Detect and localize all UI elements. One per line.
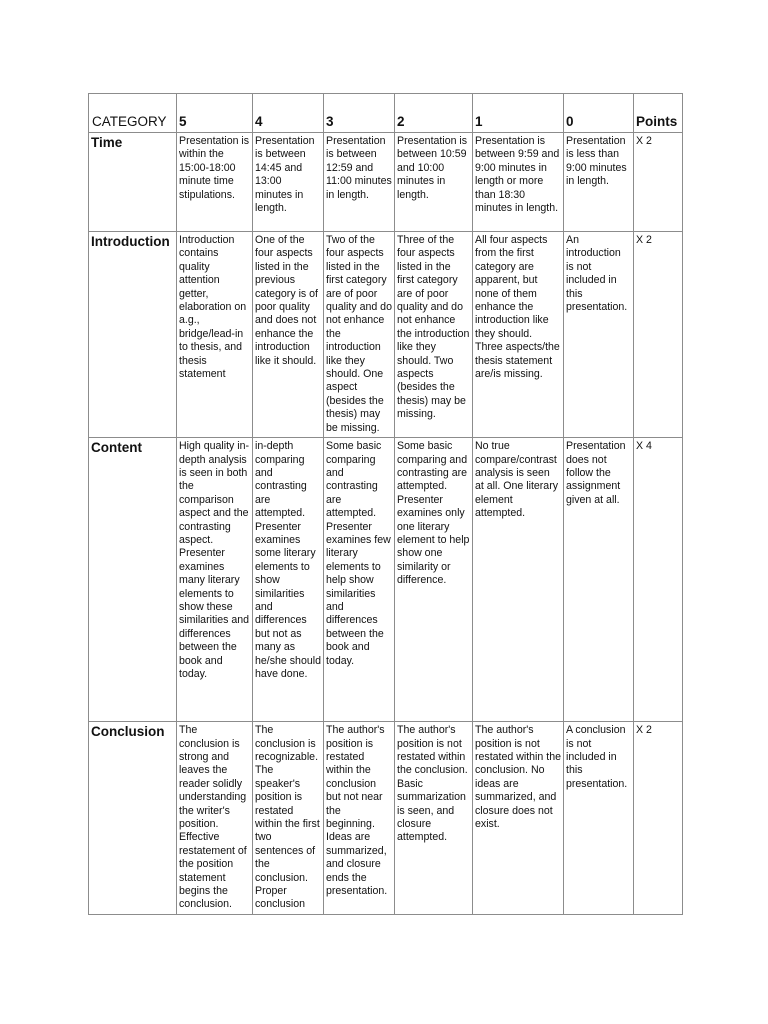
category-conclusion: Conclusion: [89, 722, 177, 915]
table-row: [89, 232, 683, 438]
criteria-cell: Some basic comparing and contrasting are attempted. Presenter examines only one literary element to help show one similarity or difference.: [395, 438, 473, 722]
header-score-3: 3: [324, 94, 395, 133]
category-introduction: Introduction: [89, 232, 177, 438]
criteria-cell: The author's position is restated within the conclusion but not near the beginning. Ideas are summarized, and closure ends the presentation.: [324, 722, 395, 915]
criteria-cell: Presentation is less than 9:00 minutes in length.: [564, 133, 634, 232]
header-row: [89, 94, 683, 133]
criteria-cell: The conclusion is strong and leaves the reader solidly understanding the writer's position. Effective restatement of the position statement begins the conclusion.: [177, 722, 253, 915]
criteria-cell: The author's position is not restated within the conclusion. No ideas are summarized, and closure does not exist.: [473, 722, 564, 915]
criteria-cell: Two of the four aspects listed in the first category are of poor quality and do not enhance the introduction like they should. One aspect (besides the thesis) may be missing.: [324, 232, 395, 438]
table-row: [89, 133, 683, 232]
table-row: [89, 438, 683, 722]
category-content: Content: [89, 438, 177, 722]
criteria-cell: All four aspects from the first category are apparent, but none of them enhance the introduction like they should. Three aspects/the thesis statement are/is missing.: [473, 232, 564, 438]
header-score-0: 0: [564, 94, 634, 133]
points-cell: X 2: [634, 133, 683, 232]
header-points: Points: [634, 94, 683, 133]
criteria-cell: Three of the four aspects listed in the first category are of poor quality and do not enhance the introduction like they should. Two aspects (besides the thesis) may be missing.: [395, 232, 473, 438]
criteria-cell: Some basic comparing and contrasting are attempted. Presenter examines few literary elements to help show similarities and differences between the book and today.: [324, 438, 395, 722]
criteria-cell: A conclusion is not included in this presentation.: [564, 722, 634, 915]
points-cell: X 2: [634, 232, 683, 438]
table-row: [89, 722, 683, 915]
criteria-cell: Introduction contains quality attention getter, elaboration on a.g., bridge/lead-in to thesis, and thesis statement: [177, 232, 253, 438]
header-category: CATEGORY: [89, 94, 177, 133]
criteria-cell: One of the four aspects listed in the previous category is of poor quality and does not enhance the introduction like it should.: [253, 232, 324, 438]
header-score-5: 5: [177, 94, 253, 133]
criteria-cell: Presentation is within the 15:00-18:00 minute time stipulations.: [177, 133, 253, 232]
header-score-4: 4: [253, 94, 324, 133]
criteria-cell: Presentation does not follow the assignment given at all.: [564, 438, 634, 722]
header-score-2: 2: [395, 94, 473, 133]
criteria-cell: Presentation is between 14:45 and 13:00 minutes in length.: [253, 133, 324, 232]
points-cell: X 4: [634, 438, 683, 722]
criteria-cell: Presentation is between 10:59 and 10:00 minutes in length.: [395, 133, 473, 232]
criteria-cell: The conclusion is recognizable. The speaker's position is restated within the first two sentences of the conclusion. Proper conclusion: [253, 722, 324, 915]
criteria-cell: No true compare/contrast analysis is seen at all. One literary element attempted.: [473, 438, 564, 722]
criteria-cell: The author's position is not restated within the conclusion. Basic summarization is seen, and closure attempted.: [395, 722, 473, 915]
rubric-table: [88, 93, 683, 915]
category-time: Time: [89, 133, 177, 232]
criteria-cell: High quality in-depth analysis is seen in both the comparison aspect and the contrasting aspect. Presenter examines many literary elements to show these similarities and differences between the book and today.: [177, 438, 253, 722]
criteria-cell: An introduction is not included in this presentation.: [564, 232, 634, 438]
header-score-1: 1: [473, 94, 564, 133]
criteria-cell: Presentation is between 12:59 and 11:00 minutes in length.: [324, 133, 395, 232]
criteria-cell: in-depth comparing and contrasting are attempted. Presenter examines some literary elements to show similarities and differences but not as many as he/she should have done.: [253, 438, 324, 722]
criteria-cell: Presentation is between 9:59 and 9:00 minutes in length or more than 18:30 minutes in length.: [473, 133, 564, 232]
points-cell: X 2: [634, 722, 683, 915]
